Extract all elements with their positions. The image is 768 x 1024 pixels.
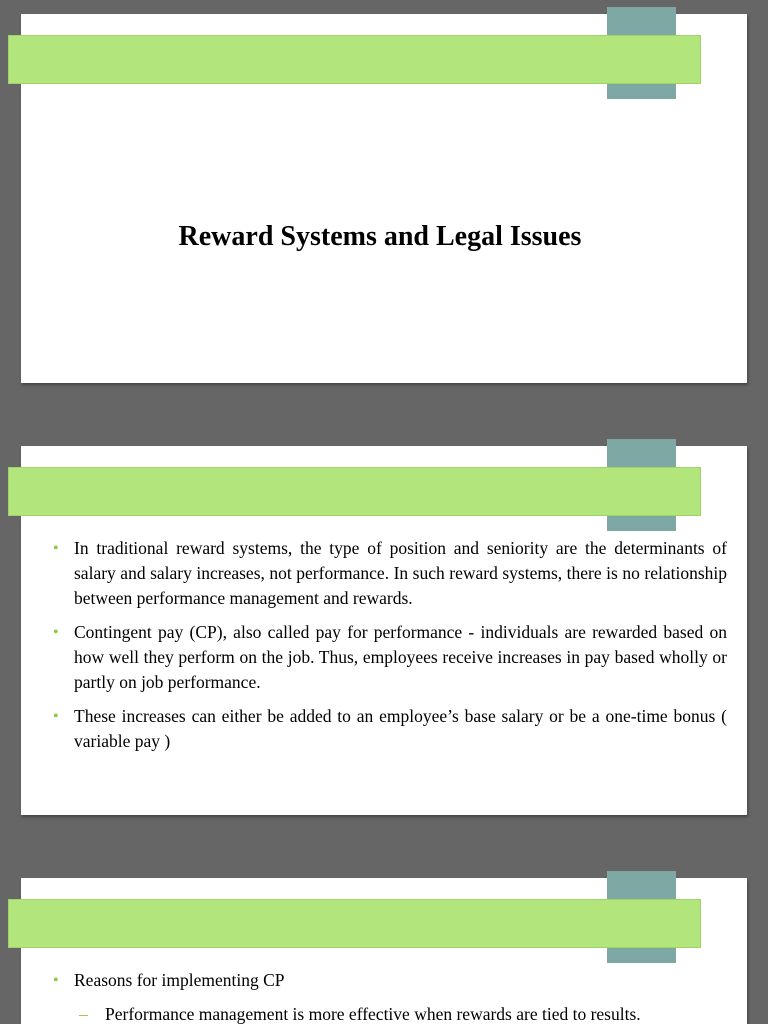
bullet-list xyxy=(53,968,727,1024)
bullet-item xyxy=(53,620,727,695)
bullet-text: In traditional reward systems, the type of position and seniority are the determinants of salary and salary increases, not performance. In such reward systems, there is no relationship between performance management and rewards. xyxy=(74,538,727,608)
bullet-text: Contingent pay (CP), also called pay for performance - individuals are rewarded based on how well they perform on the job. Thus, employees receive increases in pay based wholly or partly on job performance. xyxy=(74,622,727,692)
bullet-item xyxy=(53,704,727,754)
header-bar xyxy=(8,467,701,516)
dash-icon: – xyxy=(79,1004,88,1024)
bullet-icon: • xyxy=(53,540,59,557)
bullet-text: Reasons for implementing CP xyxy=(74,970,285,990)
bullet-text: These increases can either be added to an employee’s base salary or be a one-time bonus ( variable pay ) xyxy=(74,706,727,751)
header-bar xyxy=(8,35,701,84)
bullet-list xyxy=(53,536,727,763)
bullet-item xyxy=(53,536,727,611)
bullet-icon: • xyxy=(53,624,59,641)
sub-bullet-text: Performance management is more effective when rewards are tied to results. xyxy=(105,1004,641,1024)
bullet-icon: • xyxy=(53,708,59,725)
sub-bullet-item xyxy=(53,1002,727,1024)
bullet-icon: • xyxy=(53,972,59,989)
slide-1 xyxy=(21,14,747,383)
header-bar xyxy=(8,899,701,948)
bullet-item xyxy=(53,968,727,993)
slide-title: Reward Systems and Legal Issues xyxy=(178,221,582,252)
slide-2 xyxy=(21,446,747,815)
slide-3 xyxy=(21,878,747,1024)
